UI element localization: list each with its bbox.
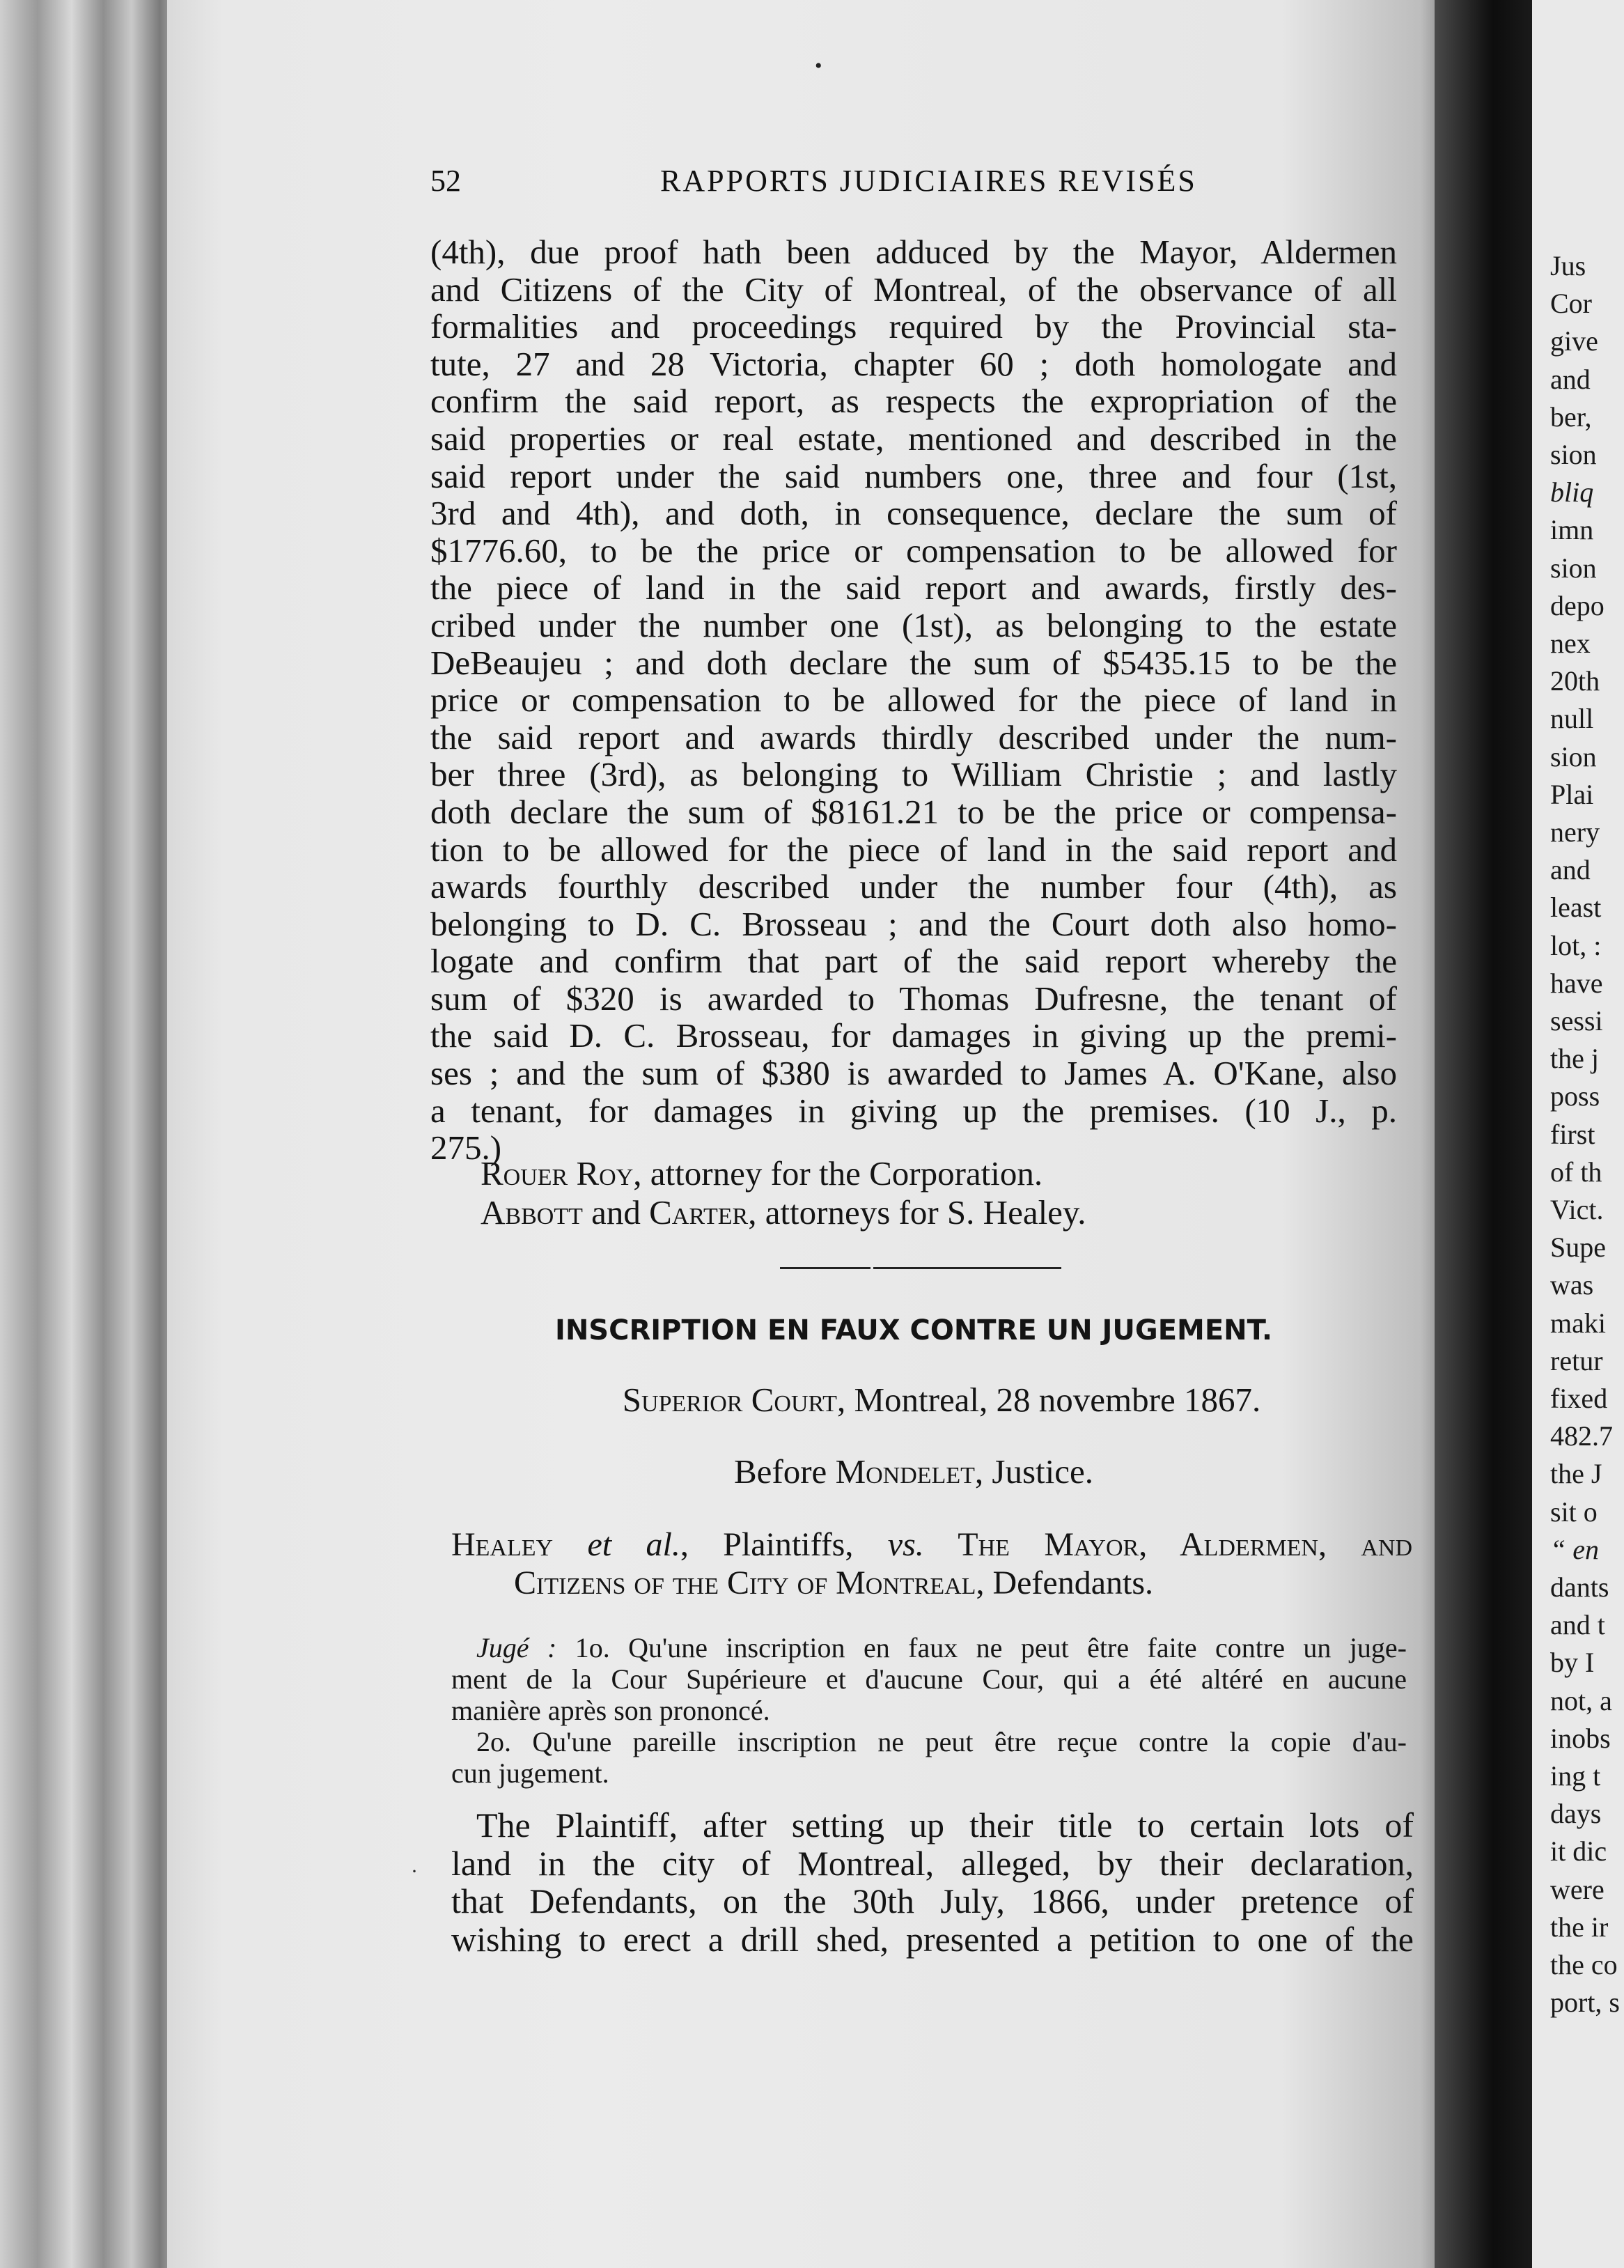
text-line: price or compensation to be allowed for the piece of land in [430,681,1397,720]
page-number: 52 [430,164,461,198]
text-line: said properties or real estate, mentioned and described in the [430,419,1397,458]
adjacent-page-line: inobs [1550,1722,1611,1754]
adjacent-page-line: maki [1550,1307,1606,1339]
text-line: a tenant, for damages in giving up the premises. (10 J., p. [430,1091,1397,1130]
adjacent-page-line: Cor [1550,288,1592,320]
section-divider-left [780,1267,870,1269]
text-line: 3rd and 4th), and doth, in consequence, declare the sum of [430,494,1397,533]
text-line: belonging to D. C. Brosseau ; and the Court doth also homo- [430,904,1397,943]
judge-line [430,1454,1397,1489]
text-line: The Plaintiff, after setting up their title to certain lots of [476,1805,1414,1844]
text-line: ber three (3rd), as belonging to William Christie ; and lastly [430,755,1397,794]
adjacent-page-line: were [1550,1873,1605,1905]
adjacent-page-line: the j [1550,1043,1599,1075]
adjacent-page-line: and [1550,363,1591,395]
adjacent-page-line: was [1550,1269,1594,1301]
adjacent-page-line: depo [1550,589,1605,621]
text-line: doth declare the sum of $8161.21 to be the price or compensa- [430,792,1397,831]
adjacent-page-line: 482.7 [1550,1420,1613,1452]
text-line: awards fourthly described under the number four (4th), as [430,867,1397,906]
adjacent-page-line: sit o [1550,1496,1598,1528]
text-line: tion to be allowed for the piece of land in the said report and [430,830,1397,869]
defendant-name-part1: The Mayor, Aldermen, and [923,1526,1412,1563]
judge-name: Mondelet [835,1452,975,1491]
book-gutter-shadow [1435,0,1532,2268]
margin-mark: · [411,1860,418,1883]
adjacent-page-line: the ir [1550,1911,1609,1943]
adjacent-page-line: have [1550,967,1603,999]
adjacent-page-line: sion [1550,439,1597,470]
speck: • [815,54,822,77]
adjacent-page-line: Jus [1550,250,1586,281]
adjacent-page-line: fixed [1550,1383,1608,1414]
text-line: the said report and awards thirdly described under the num- [430,717,1397,756]
adjacent-page-line: days [1550,1798,1602,1830]
text-line: formalities and proceedings required by the Provincial sta- [430,307,1397,346]
adjacent-page-line: port, s [1550,1987,1620,2019]
holding-line-4: 2o. Qu'une pareille inscription ne peut être reçue contre la copie d'au- [476,1726,1407,1757]
adjacent-page-line: by I [1550,1647,1595,1679]
text-line: DeBeaujeu ; and doth declare the sum of $5435.15 to be the [430,643,1397,682]
adjacent-page-line: Supe [1550,1232,1606,1264]
judge-title: , Justice. [974,1452,1093,1491]
adjacent-page-line: not, a [1550,1684,1612,1716]
case-heading: INSCRIPTION EN FAUX CONTRE UN JUGEMENT. [554,1314,1273,1346]
attorney-name-1: Abbott [481,1193,583,1232]
narrative-text [451,1806,1414,1958]
text-line: the said D. C. Brosseau, for damages in giving up the premi- [430,1016,1397,1055]
text-line: (4th), due proof hath been adduced by the Mayor, Aldermen [430,233,1397,271]
court-place-date: , Montreal, 28 novembre 1867. [836,1381,1261,1419]
adjacent-page-line: sion [1550,740,1597,772]
adjacent-page-line: least [1550,892,1602,924]
court-name: Superior Court [622,1381,837,1419]
versus: vs. [887,1526,924,1563]
running-title: RAPPORTS JUDICIAIRES REVISÉS [660,164,1197,198]
text-line: ses ; and the sum of $380 is awarded to James A. O'Kane, also [430,1054,1397,1093]
adjacent-page-line: “ en [1550,1533,1599,1565]
attorney-line-healey [481,1193,1086,1232]
adjacent-page-line: Plai [1550,778,1594,810]
text-line: land in the city of Montreal, alleged, by their declaration, [451,1843,1414,1883]
attorney-line-corporation [481,1154,1043,1193]
parties-line-1 [451,1525,1412,1564]
adjacent-page-line: and [1550,854,1591,886]
adjacent-page-line: nery [1550,816,1600,848]
adjacent-page-line: of th [1550,1156,1602,1188]
text-line: the piece of land in the said report and awards, firstly des- [430,568,1397,607]
text-line: and Citizens of the City of Montreal, of the observance of all [430,270,1397,309]
adjacent-page-line: 20th [1550,665,1600,697]
text-line: sum of $320 is awarded to Thomas Dufresne, the tenant of [430,979,1397,1018]
conjunction: and [582,1193,650,1232]
text-line: wishing to erect a drill shed, presented a petition to one of the [451,1919,1414,1959]
adjacent-page-line: bliq [1550,476,1594,508]
adjacent-page-line: poss [1550,1080,1600,1112]
defendant-role: , Defendants. [976,1564,1154,1601]
adjacent-page-fragment [1532,0,1624,2268]
adjacent-page-line: retur [1550,1344,1603,1376]
book-page-edges [0,0,188,2268]
adjacent-page-line: and t [1550,1609,1605,1641]
text-line: $1776.60, to be the price or compensation to be allowed for [430,531,1397,570]
text-line: confirm the said report, as respects the expropriation of the [430,382,1397,421]
holding-line-5: cun jugement. [451,1757,609,1789]
defendant-name-part2: Citizens of the City of Montreal [514,1564,976,1601]
case-parties [451,1525,1412,1602]
attorney-role: , attorney for the Corporation. [633,1154,1043,1193]
holding-text-1: 1o. Qu'une inscription en faux ne peut être faite contre un juge- [556,1632,1407,1663]
text-line: logate and confirm that part of the said report whereby the [430,942,1397,981]
adjacent-page-line: it dic [1550,1835,1607,1867]
plaintiff-name: Healey [451,1526,554,1563]
court-line [430,1383,1425,1417]
adjacent-page-line: the J [1550,1458,1602,1490]
adjacent-page-line: sessi [1550,1005,1603,1036]
section-divider-right [873,1267,1061,1269]
before-prefix: Before [733,1452,836,1491]
text-line: cribed under the number one (1st), as belonging to the estate [430,605,1397,644]
parties-line-2 [451,1564,1412,1602]
adjacent-page-line: first [1550,1118,1595,1150]
adjacent-page-line: nex [1550,628,1591,659]
text-line: 275.) [430,1128,502,1167]
adjacent-page-line: ber, [1550,401,1592,433]
attorney-role: , attorneys for S. Healey. [748,1193,1086,1232]
adjacent-page-line: null [1550,703,1594,735]
adjacent-page-line: give [1550,325,1598,357]
text-line: that Defendants, on the 30th July, 1866, under pretence of [451,1881,1414,1920]
adjacent-page-line: dants [1550,1571,1609,1603]
adjacent-page-line: ing t [1550,1760,1601,1792]
adjacent-page-line: the co [1550,1949,1618,1980]
adjacent-page-line: lot, : [1550,929,1602,961]
et-al: et al. [553,1526,680,1563]
adjacent-page-line: sion [1550,552,1597,584]
text-line: tute, 27 and 28 Victoria, chapter 60 ; doth homologate and [430,344,1397,383]
judgment-continuation-text [430,233,1397,1167]
holding-line-1 [451,1632,1407,1663]
attorney-name-2: Carter [649,1193,749,1232]
attorney-name: Rouer Roy [481,1154,634,1193]
adjacent-page-line: imn [1550,514,1594,546]
holding-line-2: ment de la Cour Supérieure et d'aucune Cour, qui a été altéré en aucune [451,1663,1407,1695]
holding-label: Jugé : [476,1632,557,1663]
holding-summary [451,1632,1407,1789]
adjacent-page-line: Vict. [1550,1194,1604,1225]
plaintiff-role: , Plaintiffs, [680,1526,888,1563]
text-line: said report under the said numbers one, three and four (1st, [430,456,1397,495]
holding-line-3: manière après son prononcé. [451,1695,770,1726]
